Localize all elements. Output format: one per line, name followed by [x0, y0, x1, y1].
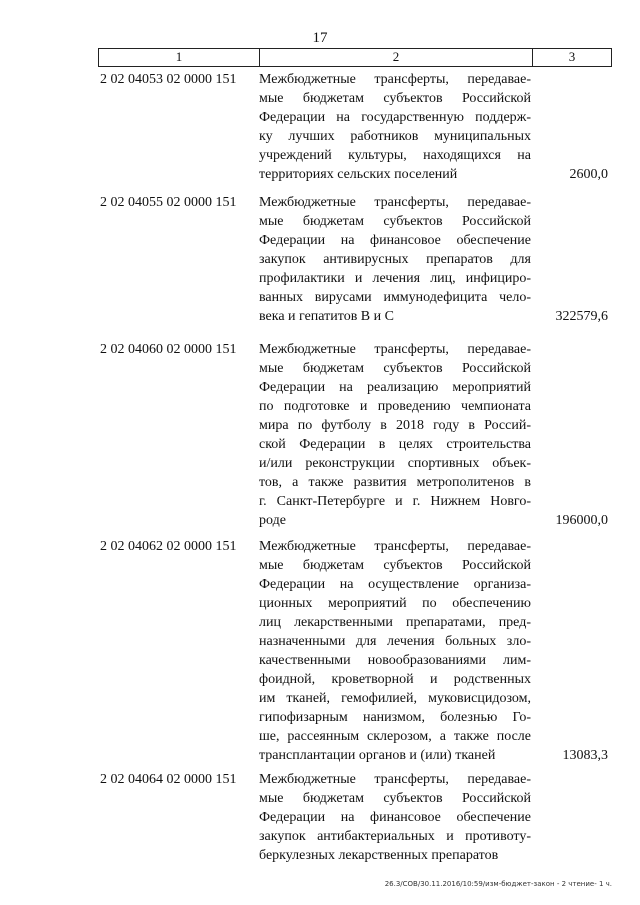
description-line: мые бюджетам субъектов Российской: [259, 361, 531, 376]
description-line: лиц лекарственными препаратами, пред-: [259, 615, 531, 630]
page-number: 17: [312, 30, 328, 46]
description-line: по подготовке и проведению чемпионата: [259, 399, 531, 414]
description-line: г. Санкт-Петербурге и г. Нижнем Новго-: [259, 494, 531, 509]
description-line: роде: [259, 513, 286, 528]
column-header-2: 2: [260, 49, 533, 66]
description-line: Федерации на финансовое обеспечение: [259, 810, 531, 825]
description-line: Федерации на осуществление организа-: [259, 577, 531, 592]
description-line: ской Федерации в целях строительства: [259, 437, 531, 452]
description-line: тов, а также развития метрополитенов в: [259, 475, 531, 490]
description-line: Межбюджетные трансферты, передавае-: [259, 72, 531, 87]
column-header-1: 1: [99, 49, 260, 66]
description-line: фоидной, кроветворной и родственных: [259, 672, 531, 687]
description-line: Федерации на финансовое обеспечение: [259, 233, 531, 248]
footer-note: 26.3/СОВ/30.11.2016/10:59/изм-бюджет-закон - 2 чтение- 1 ч.: [384, 880, 612, 888]
description-line: качественными новообразованиями лим-: [259, 653, 531, 668]
budget-code: 2 02 04062 02 0000 151: [100, 539, 237, 554]
description: [259, 537, 531, 765]
description-line: мые бюджетам субъектов Российской: [259, 558, 531, 573]
description: [259, 770, 531, 865]
description-line: Межбюджетные трансферты, передавае-: [259, 342, 531, 357]
description-line: учреждений культуры, находящихся на: [259, 148, 531, 163]
budget-code: 2 02 04064 02 0000 151: [100, 772, 237, 787]
description-line: мые бюджетам субъектов Российской: [259, 214, 531, 229]
budget-code: 2 02 04060 02 0000 151: [100, 342, 237, 357]
description-line: ванных вирусами иммунодефицита чело-: [259, 290, 531, 305]
description-line: закупок антивирусных препаратов для: [259, 252, 531, 267]
description: [259, 193, 531, 326]
description: [259, 340, 531, 530]
description-line: мые бюджетам субъектов Российской: [259, 791, 531, 806]
description-line: ку лучших работников муниципальных: [259, 129, 531, 144]
description-line: Федерации на реализацию мероприятий: [259, 380, 531, 395]
description-line: и/или реконструкции спортивных объек-: [259, 456, 531, 471]
description-line: назначенными для лечения больных зло-: [259, 634, 531, 649]
column-header-3: 3: [568, 49, 576, 64]
budget-code: 2 02 04053 02 0000 151: [100, 72, 237, 87]
description-line: гипофизарным нанизмом, болезнью Го-: [259, 710, 531, 725]
description-line: закупок антибактериальных и противоту-: [259, 829, 531, 844]
amount: 13083,3: [562, 748, 608, 763]
description-line: ше, рассеянным склерозом, а также после: [259, 729, 531, 744]
amount: 196000,0: [555, 513, 608, 528]
budget-code: 2 02 04055 02 0000 151: [100, 195, 237, 210]
description-line: беркулезных лекарственных препаратов: [259, 848, 499, 863]
description-line: Межбюджетные трансферты, передавае-: [259, 195, 531, 210]
description-line: им тканей, гемофилией, муковисцидозом,: [259, 691, 531, 706]
description-line: ционных мероприятий по обеспечению: [259, 596, 531, 611]
description-line: территориях сельских поселений: [259, 167, 458, 182]
description: [259, 70, 531, 184]
description-line: мые бюджетам субъектов Российской: [259, 91, 531, 106]
description-line: Федерации на государственную поддерж-: [259, 110, 531, 125]
description-line: Межбюджетные трансферты, передавае-: [259, 772, 531, 787]
table-header-row: [98, 48, 612, 67]
amount: 2600,0: [569, 167, 608, 182]
description-line: профилактики и лечения лиц, инфициро-: [259, 271, 531, 286]
amount: 322579,6: [555, 309, 608, 324]
description-line: Межбюджетные трансферты, передавае-: [259, 539, 531, 554]
description-line: века и гепатитов В и С: [259, 309, 394, 324]
description-line: мира по футболу в 2018 году в Россий-: [259, 418, 531, 433]
description-line: трансплантации органов и (или) тканей: [259, 748, 496, 763]
